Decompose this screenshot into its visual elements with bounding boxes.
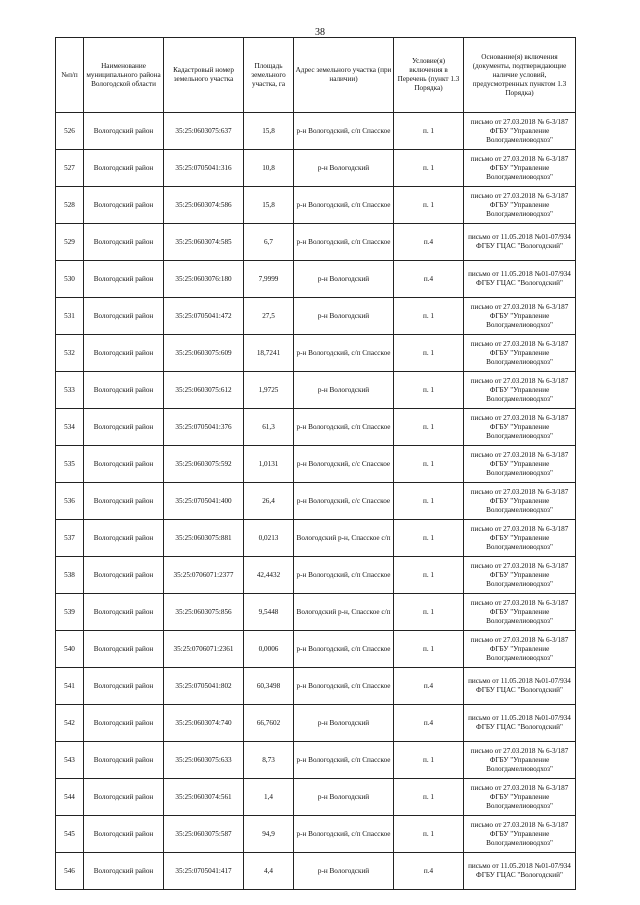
address-cell: р-н Вологодский [294, 150, 394, 187]
address-cell: Вологодский р-н, Спасское с/п [294, 594, 394, 631]
basis-cell: письмо от 27.03.2018 № 6-3/187 ФГБУ "Управление Вологдамелиоводхоз" [464, 557, 576, 594]
district-cell: Вологодский район [84, 705, 164, 742]
condition-cell: п.4 [394, 853, 464, 890]
area-cell: 15,8 [244, 187, 294, 224]
district-cell: Вологодский район [84, 261, 164, 298]
cadastral-number-cell: 35:25:0705041:472 [164, 298, 244, 335]
area-cell: 1,4 [244, 779, 294, 816]
header-condition: Условие(я) включения в Перечень (пункт 1.3 Порядка) [394, 38, 464, 113]
condition-cell: п.4 [394, 705, 464, 742]
row-number-cell: 528 [56, 187, 84, 224]
area-cell: 7,9999 [244, 261, 294, 298]
district-cell: Вологодский район [84, 557, 164, 594]
row-number-cell: 531 [56, 298, 84, 335]
area-cell: 8,73 [244, 742, 294, 779]
cadastral-number-cell: 35:25:0603075:592 [164, 446, 244, 483]
address-cell: р-н Вологодский [294, 261, 394, 298]
header-basis: Основание(я) включения (документы, подтверждающие наличие условий, предусмотренных пунктом 1.3 Порядка) [464, 38, 576, 113]
condition-cell: п.4 [394, 224, 464, 261]
row-number-cell: 537 [56, 520, 84, 557]
row-number-cell: 533 [56, 372, 84, 409]
basis-cell: письмо от 27.03.2018 № 6-3/187 ФГБУ "Управление Вологдамелиоводхоз" [464, 483, 576, 520]
cadastral-number-cell: 35:25:0706071:2361 [164, 631, 244, 668]
district-cell: Вологодский район [84, 594, 164, 631]
row-number-cell: 546 [56, 853, 84, 890]
condition-cell: п. 1 [394, 446, 464, 483]
row-number-cell: 534 [56, 409, 84, 446]
area-cell: 27,5 [244, 298, 294, 335]
table-row [56, 187, 576, 224]
table-row [56, 594, 576, 631]
row-number-cell: 544 [56, 779, 84, 816]
condition-cell: п. 1 [394, 779, 464, 816]
condition-cell: п. 1 [394, 483, 464, 520]
table-row [56, 409, 576, 446]
table-row [56, 779, 576, 816]
table-row [56, 705, 576, 742]
cadastral-number-cell: 35:25:0603075:856 [164, 594, 244, 631]
basis-cell: письмо от 27.03.2018 № 6-3/187 ФГБУ "Управление Вологдамелиоводхоз" [464, 372, 576, 409]
basis-cell: письмо от 11.05.2018 №01-07/934 ФГБУ ГЦАС "Вологодский" [464, 853, 576, 890]
table-row [56, 372, 576, 409]
district-cell: Вологодский район [84, 409, 164, 446]
cadastral-number-cell: 35:25:0705041:400 [164, 483, 244, 520]
address-cell: р-н Вологодский, с/п Спасское [294, 557, 394, 594]
basis-cell: письмо от 27.03.2018 № 6-3/187 ФГБУ "Управление Вологдамелиоводхоз" [464, 446, 576, 483]
district-cell: Вологодский район [84, 742, 164, 779]
address-cell: р-н Вологодский, с/п Спасское [294, 742, 394, 779]
header-area: Площадь земельного участка, га [244, 38, 294, 113]
basis-cell: письмо от 27.03.2018 № 6-3/187 ФГБУ "Управление Вологдамелиоводхоз" [464, 816, 576, 853]
table-header-row [56, 38, 576, 113]
basis-cell: письмо от 27.03.2018 № 6-3/187 ФГБУ "Управление Вологдамелиоводхоз" [464, 298, 576, 335]
row-number-cell: 542 [56, 705, 84, 742]
basis-cell: письмо от 27.03.2018 № 6-3/187 ФГБУ "Управление Вологдамелиоводхоз" [464, 779, 576, 816]
cadastral-number-cell: 35:25:0603075:637 [164, 113, 244, 150]
district-cell: Вологодский район [84, 187, 164, 224]
district-cell: Вологодский район [84, 113, 164, 150]
address-cell: р-н Вологодский [294, 372, 394, 409]
district-cell: Вологодский район [84, 853, 164, 890]
basis-cell: письмо от 27.03.2018 № 6-3/187 ФГБУ "Управление Вологдамелиоводхоз" [464, 631, 576, 668]
cadastral-number-cell: 35:25:0603075:612 [164, 372, 244, 409]
basis-cell: письмо от 11.05.2018 №01-07/934 ФГБУ ГЦАС "Вологодский" [464, 668, 576, 705]
area-cell: 15,8 [244, 113, 294, 150]
condition-cell: п. 1 [394, 520, 464, 557]
district-cell: Вологодский район [84, 779, 164, 816]
table-row [56, 816, 576, 853]
district-cell: Вологодский район [84, 224, 164, 261]
basis-cell: письмо от 27.03.2018 № 6-3/187 ФГБУ "Управление Вологдамелиоводхоз" [464, 742, 576, 779]
address-cell: р-н Вологодский, с/п Спасское [294, 113, 394, 150]
cadastral-number-cell: 35:25:0603074:585 [164, 224, 244, 261]
table-row [56, 150, 576, 187]
basis-cell: письмо от 11.05.2018 №01-07/934 ФГБУ ГЦАС "Вологодский" [464, 224, 576, 261]
district-cell: Вологодский район [84, 446, 164, 483]
area-cell: 60,3498 [244, 668, 294, 705]
district-cell: Вологодский район [84, 668, 164, 705]
table-row [56, 631, 576, 668]
area-cell: 18,7241 [244, 335, 294, 372]
condition-cell: п. 1 [394, 742, 464, 779]
basis-cell: письмо от 11.05.2018 №01-07/934 ФГБУ ГЦАС "Вологодский" [464, 705, 576, 742]
area-cell: 94,9 [244, 816, 294, 853]
condition-cell: п.4 [394, 668, 464, 705]
condition-cell: п. 1 [394, 187, 464, 224]
table-row [56, 483, 576, 520]
cadastral-number-cell: 35:25:0603074:561 [164, 779, 244, 816]
cadastral-number-cell: 35:25:0603075:881 [164, 520, 244, 557]
table-row [56, 520, 576, 557]
cadastral-number-cell: 35:25:0705041:802 [164, 668, 244, 705]
district-cell: Вологодский район [84, 520, 164, 557]
table-row [56, 557, 576, 594]
district-cell: Вологодский район [84, 483, 164, 520]
row-number-cell: 541 [56, 668, 84, 705]
condition-cell: п. 1 [394, 372, 464, 409]
area-cell: 9,5448 [244, 594, 294, 631]
condition-cell: п. 1 [394, 150, 464, 187]
header-cadastral-number: Кадастровый номер земельного участка [164, 38, 244, 113]
table-row [56, 853, 576, 890]
row-number-cell: 530 [56, 261, 84, 298]
table-row [56, 446, 576, 483]
area-cell: 26,4 [244, 483, 294, 520]
row-number-cell: 539 [56, 594, 84, 631]
table-row [56, 742, 576, 779]
row-number-cell: 527 [56, 150, 84, 187]
area-cell: 66,7602 [244, 705, 294, 742]
cadastral-number-cell: 35:25:0705041:376 [164, 409, 244, 446]
basis-cell: письмо от 27.03.2018 № 6-3/187 ФГБУ "Управление Вологдамелиоводхоз" [464, 520, 576, 557]
row-number-cell: 532 [56, 335, 84, 372]
basis-cell: письмо от 27.03.2018 № 6-3/187 ФГБУ "Управление Вологдамелиоводхоз" [464, 187, 576, 224]
address-cell: р-н Вологодский, с/п Спасское [294, 631, 394, 668]
address-cell: Вологодский р-н, Спасское с/п [294, 520, 394, 557]
basis-cell: письмо от 27.03.2018 № 6-3/187 ФГБУ "Управление Вологдамелиоводхоз" [464, 335, 576, 372]
address-cell: р-н Вологодский, с/п Спасское [294, 409, 394, 446]
address-cell: р-н Вологодский, с/с Спасское [294, 483, 394, 520]
condition-cell: п. 1 [394, 594, 464, 631]
condition-cell: п. 1 [394, 409, 464, 446]
row-number-cell: 529 [56, 224, 84, 261]
address-cell: р-н Вологодский [294, 779, 394, 816]
basis-cell: письмо от 11.05.2018 №01-07/934 ФГБУ ГЦАС "Вологодский" [464, 261, 576, 298]
cadastral-number-cell: 35:25:0603074:586 [164, 187, 244, 224]
table-row [56, 335, 576, 372]
area-cell: 42,4432 [244, 557, 294, 594]
basis-cell: письмо от 27.03.2018 № 6-3/187 ФГБУ "Управление Вологдамелиоводхоз" [464, 113, 576, 150]
cadastral-number-cell: 35:25:0705041:417 [164, 853, 244, 890]
table-row [56, 668, 576, 705]
row-number-cell: 543 [56, 742, 84, 779]
area-cell: 6,7 [244, 224, 294, 261]
area-cell: 0,0006 [244, 631, 294, 668]
address-cell: р-н Вологодский [294, 298, 394, 335]
area-cell: 10,8 [244, 150, 294, 187]
condition-cell: п. 1 [394, 816, 464, 853]
header-address: Адрес земельного участка (при наличии) [294, 38, 394, 113]
basis-cell: письмо от 27.03.2018 № 6-3/187 ФГБУ "Управление Вологдамелиоводхоз" [464, 150, 576, 187]
row-number-cell: 538 [56, 557, 84, 594]
district-cell: Вологодский район [84, 298, 164, 335]
condition-cell: п. 1 [394, 298, 464, 335]
basis-cell: письмо от 27.03.2018 № 6-3/187 ФГБУ "Управление Вологдамелиоводхоз" [464, 594, 576, 631]
row-number-cell: 535 [56, 446, 84, 483]
row-number-cell: 536 [56, 483, 84, 520]
district-cell: Вологодский район [84, 372, 164, 409]
condition-cell: п. 1 [394, 113, 464, 150]
condition-cell: п.4 [394, 261, 464, 298]
district-cell: Вологодский район [84, 335, 164, 372]
cadastral-number-cell: 35:25:0603075:633 [164, 742, 244, 779]
basis-cell: письмо от 27.03.2018 № 6-3/187 ФГБУ "Управление Вологдамелиоводхоз" [464, 409, 576, 446]
cadastral-number-cell: 35:25:0603076:180 [164, 261, 244, 298]
row-number-cell: 526 [56, 113, 84, 150]
address-cell: р-н Вологодский, с/п Спасское [294, 187, 394, 224]
table-row [56, 224, 576, 261]
row-number-cell: 540 [56, 631, 84, 668]
area-cell: 61,3 [244, 409, 294, 446]
cadastral-number-cell: 35:25:0706071:2377 [164, 557, 244, 594]
header-district: Наименование муниципального района Вологодской области [84, 38, 164, 113]
district-cell: Вологодский район [84, 816, 164, 853]
cadastral-number-cell: 35:25:0705041:316 [164, 150, 244, 187]
header-number: №п/п [56, 38, 84, 113]
area-cell: 4,4 [244, 853, 294, 890]
table-body [56, 113, 576, 890]
cadastral-number-cell: 35:25:0603074:740 [164, 705, 244, 742]
district-cell: Вологодский район [84, 631, 164, 668]
condition-cell: п. 1 [394, 557, 464, 594]
address-cell: р-н Вологодский [294, 853, 394, 890]
condition-cell: п. 1 [394, 335, 464, 372]
address-cell: р-н Вологодский, с/п Спасское [294, 668, 394, 705]
cadastral-number-cell: 35:25:0603075:587 [164, 816, 244, 853]
address-cell: р-н Вологодский, с/п Спасское [294, 224, 394, 261]
table-row [56, 261, 576, 298]
address-cell: р-н Вологодский [294, 705, 394, 742]
area-cell: 1,0131 [244, 446, 294, 483]
cadastral-number-cell: 35:25:0603075:609 [164, 335, 244, 372]
address-cell: р-н Вологодский, с/п Спасское [294, 816, 394, 853]
row-number-cell: 545 [56, 816, 84, 853]
area-cell: 1,9725 [244, 372, 294, 409]
page-number: 38 [315, 27, 325, 38]
table-row [56, 298, 576, 335]
land-plots-table [55, 37, 576, 890]
condition-cell: п. 1 [394, 631, 464, 668]
district-cell: Вологодский район [84, 150, 164, 187]
table-row [56, 113, 576, 150]
address-cell: р-н Вологодский, с/п Спасское [294, 335, 394, 372]
area-cell: 0,0213 [244, 520, 294, 557]
address-cell: р-н Вологодский, с/с Спасское [294, 446, 394, 483]
